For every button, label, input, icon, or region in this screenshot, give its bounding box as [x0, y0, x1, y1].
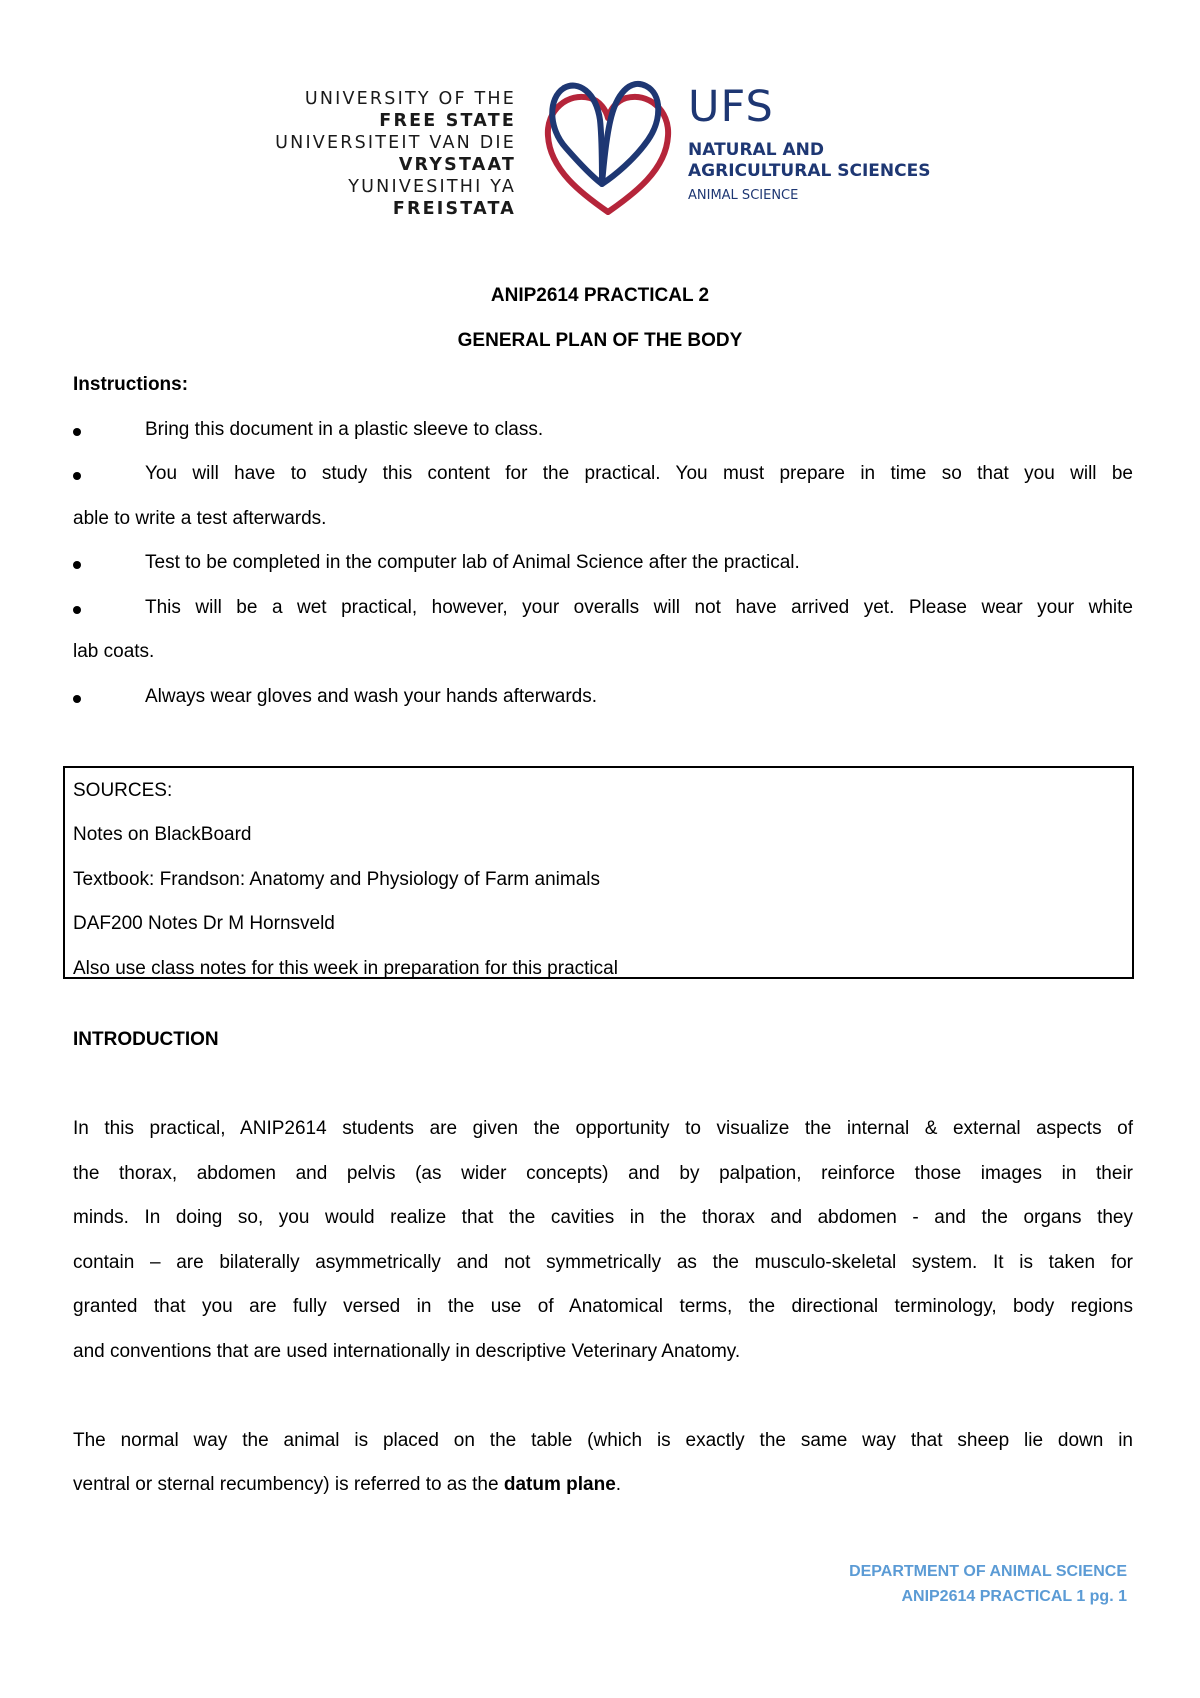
- source-item: Also use class notes for this week in preparation for this practical: [73, 958, 618, 979]
- instruction-text-continued: lab coats.: [73, 641, 155, 662]
- instruction-text: Test to be completed in the computer lab of Animal Science after the practical.: [145, 552, 800, 573]
- instruction-text: Always wear gloves and wash your hands afterwards.: [145, 686, 598, 707]
- datum-text-end: .: [615, 1474, 622, 1495]
- faculty-line: NATURAL AND: [688, 140, 824, 160]
- instruction-item: This will be a wet practical, however, your overalls will not have arrived yet. Please wear your white: [145, 597, 1133, 618]
- instructions-heading: Instructions:: [73, 374, 189, 395]
- intro-paragraph-line: minds. In doing so, you would realize that the cavities in the thorax and abdomen - and the organs they: [73, 1207, 1133, 1228]
- datum-text: ventral or sternal recumbency) is referred to as the: [73, 1474, 504, 1495]
- ufs-heart-logo-icon: [538, 74, 678, 218]
- university-line: UNIVERSITY OF THE: [304, 89, 516, 109]
- bullet-icon: [73, 428, 81, 436]
- source-item: Notes on BlackBoard: [73, 824, 252, 845]
- instruction-item: You will have to study this content for the practical. You must prepare in time so that you will be: [145, 463, 1133, 484]
- department-label: ANIMAL SCIENCE: [688, 188, 799, 203]
- intro-paragraph-line: contain – are bilaterally asymmetrically and not symmetrically as the musculo-skeletal system. It is taken for: [73, 1252, 1133, 1273]
- ufs-wordmark: UFS: [688, 82, 774, 132]
- university-line: YUNIVESITHI YA: [348, 177, 516, 197]
- datum-paragraph-line: [73, 1473, 621, 1497]
- faculty-line: AGRICULTURAL SCIENCES: [688, 161, 931, 181]
- intro-paragraph-line: In this practical, ANIP2614 students are given the opportunity to visualize the internal & external aspects of: [73, 1118, 1133, 1139]
- footer-page-label: ANIP2614 PRACTICAL 1 pg. 1: [901, 1588, 1127, 1605]
- instruction-item: [73, 685, 1133, 709]
- intro-paragraph-line: and conventions that are used internationally in descriptive Veterinary Anatomy.: [73, 1341, 741, 1362]
- university-line: VRYSTAAT: [398, 155, 516, 175]
- instruction-text-continued: able to write a test afterwards.: [73, 508, 327, 529]
- document-subtitle: GENERAL PLAN OF THE BODY: [457, 330, 743, 351]
- bullet-icon: [73, 606, 81, 614]
- source-item: Textbook: Frandson: Anatomy and Physiology of Farm animals: [73, 869, 600, 890]
- intro-paragraph-line: the thorax, abdomen and pelvis (as wider concepts) and by palpation, reinforce those images in their: [73, 1163, 1133, 1184]
- datum-paragraph-line: The normal way the animal is placed on the table (which is exactly the same way that sheep lie down in: [73, 1430, 1133, 1451]
- bullet-icon: [73, 695, 81, 703]
- source-item: DAF200 Notes Dr M Hornsveld: [73, 913, 335, 934]
- university-line: UNIVERSITEIT VAN DIE: [275, 133, 516, 153]
- bullet-icon: [73, 561, 81, 569]
- introduction-heading: INTRODUCTION: [73, 1029, 219, 1050]
- bullet-icon: [73, 472, 81, 480]
- instruction-text: Bring this document in a plastic sleeve to class.: [145, 419, 544, 440]
- instruction-item: [73, 551, 1133, 575]
- footer-department: DEPARTMENT OF ANIMAL SCIENCE: [849, 1563, 1127, 1580]
- instruction-item: [73, 418, 1133, 442]
- intro-paragraph-line: granted that you are fully versed in the use of Anatomical terms, the directional terminology, body regions: [73, 1296, 1133, 1317]
- university-line: FREE STATE: [379, 111, 516, 131]
- university-name-block: [220, 88, 516, 220]
- sources-heading: SOURCES:: [73, 780, 173, 801]
- datum-plane-term: datum plane: [503, 1474, 616, 1495]
- faculty-block: [688, 84, 930, 204]
- document-title: ANIP2614 PRACTICAL 2: [490, 285, 710, 306]
- university-line: FREISTATA: [392, 199, 516, 219]
